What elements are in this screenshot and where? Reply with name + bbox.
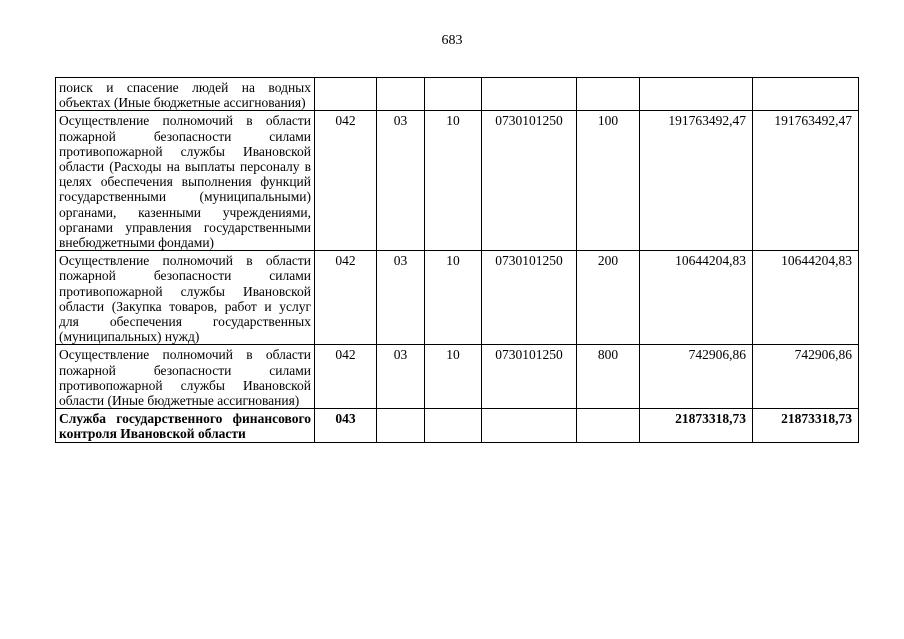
cell-description: поиск и спасение людей на водных объектах (Иные бюджетные ассигнования) bbox=[56, 78, 315, 111]
cell-ved bbox=[315, 78, 377, 111]
cell-pr: 10 bbox=[425, 345, 482, 409]
cell-rz bbox=[377, 409, 425, 442]
cell-csr: 0730101250 bbox=[482, 345, 577, 409]
cell-sum-2: 742906,86 bbox=[753, 345, 859, 409]
table-row bbox=[56, 345, 859, 409]
cell-ved: 043 bbox=[315, 409, 377, 442]
cell-vr bbox=[577, 78, 640, 111]
cell-description: Осуществление полномочий в области пожарной безопасности силами противопожарной службы Ивановской области (Иные бюджетные ассигнования) bbox=[56, 345, 315, 409]
cell-description: Осуществление полномочий в области пожарной безопасности силами противопожарной службы Ивановской области (Расходы на выплаты персоналу в целях обеспечения выполнения функций государственными (муниципальными) органами, казенными учреждениями, органами управления государственными внебюджетными фондами) bbox=[56, 111, 315, 251]
cell-vr: 200 bbox=[577, 251, 640, 345]
cell-csr: 0730101250 bbox=[482, 251, 577, 345]
cell-sum-1: 10644204,83 bbox=[640, 251, 753, 345]
cell-sum-1: 742906,86 bbox=[640, 345, 753, 409]
cell-csr bbox=[482, 409, 577, 442]
cell-ved: 042 bbox=[315, 345, 377, 409]
cell-pr bbox=[425, 409, 482, 442]
table-row bbox=[56, 409, 859, 442]
budget-table bbox=[55, 77, 859, 443]
cell-description: Осуществление полномочий в области пожарной безопасности силами противопожарной службы Ивановской области (Закупка товаров, работ и услуг для обеспечения государственных (муниципальных) нужд) bbox=[56, 251, 315, 345]
cell-rz: 03 bbox=[377, 345, 425, 409]
cell-pr: 10 bbox=[425, 251, 482, 345]
cell-sum-1 bbox=[640, 78, 753, 111]
cell-pr: 10 bbox=[425, 111, 482, 251]
cell-csr bbox=[482, 78, 577, 111]
table-row bbox=[56, 251, 859, 345]
cell-vr bbox=[577, 409, 640, 442]
cell-vr: 100 bbox=[577, 111, 640, 251]
cell-sum-1: 191763492,47 bbox=[640, 111, 753, 251]
cell-ved: 042 bbox=[315, 251, 377, 345]
page-number: 683 bbox=[441, 33, 463, 48]
cell-rz: 03 bbox=[377, 111, 425, 251]
cell-ved: 042 bbox=[315, 111, 377, 251]
cell-vr: 800 bbox=[577, 345, 640, 409]
cell-pr bbox=[425, 78, 482, 111]
cell-sum-1: 21873318,73 bbox=[640, 409, 753, 442]
cell-description: Служба государственного финансового контроля Ивановской области bbox=[56, 409, 315, 442]
cell-rz: 03 bbox=[377, 251, 425, 345]
cell-sum-2: 10644204,83 bbox=[753, 251, 859, 345]
table-row bbox=[56, 111, 859, 251]
cell-csr: 0730101250 bbox=[482, 111, 577, 251]
cell-rz bbox=[377, 78, 425, 111]
cell-sum-2: 191763492,47 bbox=[753, 111, 859, 251]
table-row bbox=[56, 78, 859, 111]
cell-sum-2: 21873318,73 bbox=[753, 409, 859, 442]
cell-sum-2 bbox=[753, 78, 859, 111]
